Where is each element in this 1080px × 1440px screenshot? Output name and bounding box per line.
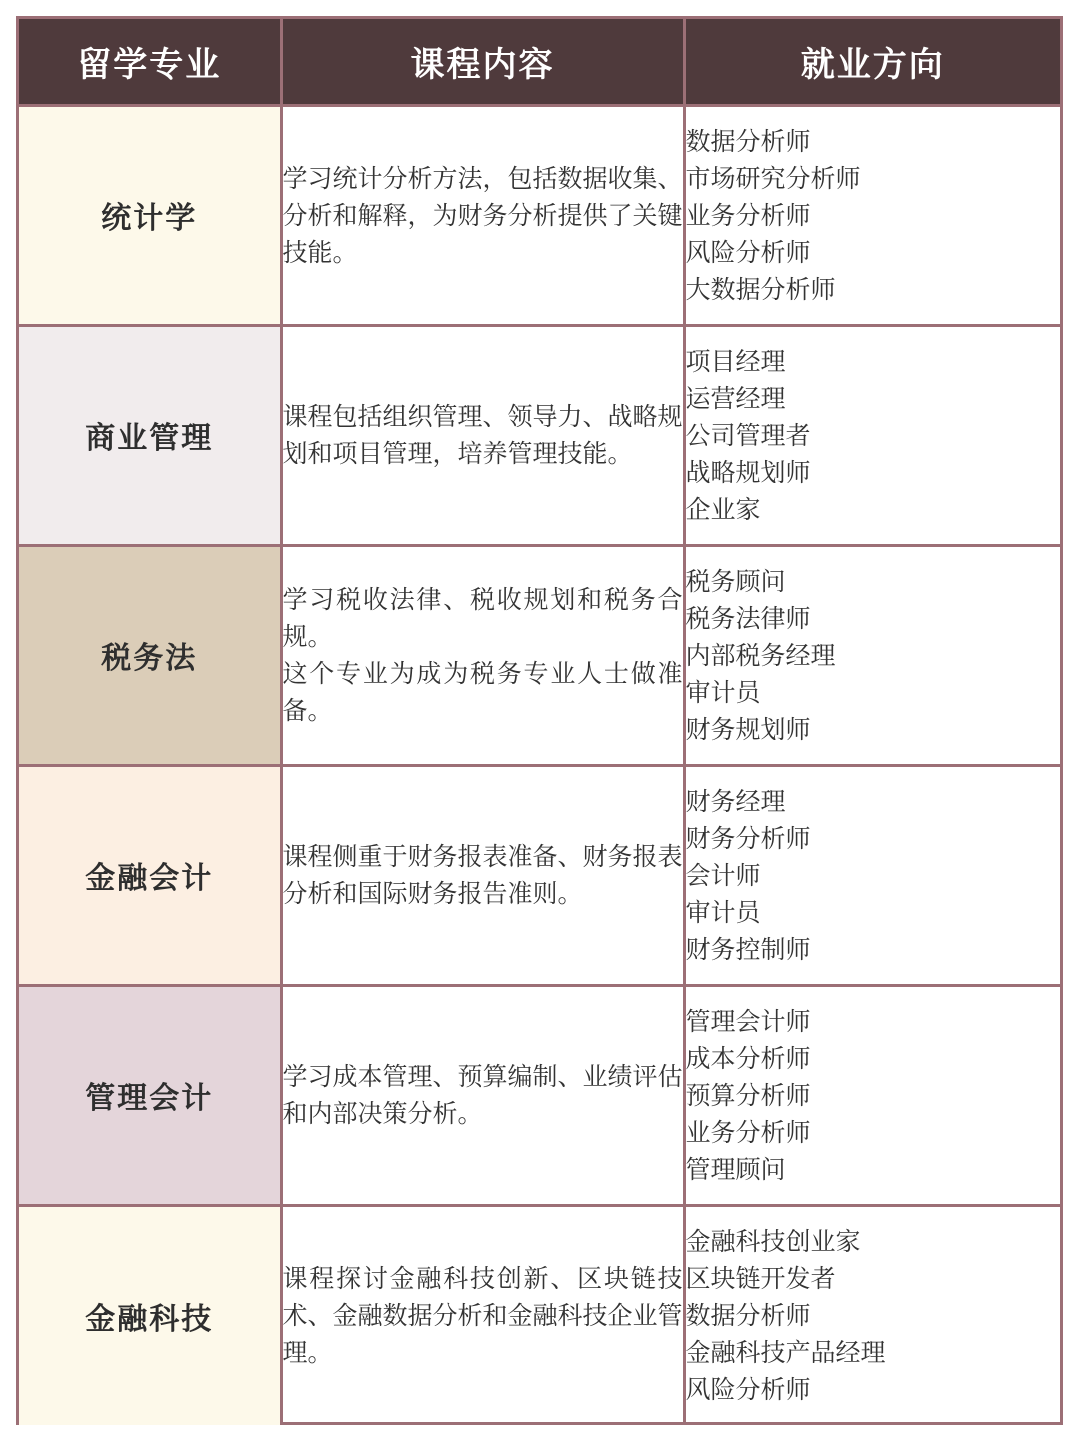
career-cell [684,765,1060,985]
course-text: 学习成本管理、预算编制、业绩评估和内部决策分析。 [282,1062,683,1128]
majors-table-card [16,16,1063,1425]
major-cell: 金融会计 [19,765,281,985]
major-cell: 统计学 [19,105,281,325]
table-row [19,985,1060,1205]
career-cell [684,105,1060,325]
career-item: 财务经理 [685,786,786,816]
career-item: 市场研究分析师 [685,163,861,193]
career-item: 税务法律师 [685,603,811,633]
career-item: 大数据分析师 [685,274,836,304]
career-cell [684,985,1060,1205]
course-cell [281,545,684,765]
career-cell [684,1205,1060,1425]
career-item: 公司管理者 [685,420,811,450]
career-item: 战略规划师 [685,457,811,487]
major-cell: 商业管理 [19,325,281,545]
career-item: 会计师 [685,860,761,890]
career-item: 金融科技创业家 [685,1227,861,1257]
career-item: 风险分析师 [685,237,811,267]
career-item: 业务分析师 [685,1117,811,1147]
career-item: 业务分析师 [685,200,811,230]
header-career: 就业方向 [684,19,1060,105]
major-cell: 金融科技 [19,1205,281,1425]
course-text: 课程侧重于财务报表准备、财务报表分析和国际财务报告准则。 [282,842,683,908]
career-item: 项目经理 [685,346,786,376]
career-item: 财务规划师 [685,714,811,744]
career-item: 运营经理 [685,383,786,413]
career-item: 区块链开发者 [685,1264,836,1294]
career-item: 内部税务经理 [685,640,836,670]
career-item: 税务顾问 [685,566,786,596]
course-cell [281,105,684,325]
career-item: 数据分析师 [685,1301,811,1331]
course-text: 这个专业为成为税务专业人士做准备。 [282,659,683,725]
major-cell: 税务法 [19,545,281,765]
table-row [19,1205,1060,1425]
career-item: 管理会计师 [685,1006,811,1036]
table-row [19,545,1060,765]
career-item: 审计员 [685,677,761,707]
course-cell [281,1205,684,1425]
table-row [19,325,1060,545]
table-row [19,105,1060,325]
header-major: 留学专业 [19,19,281,105]
course-text: 课程探讨金融科技创新、区块链技术、金融数据分析和金融科技企业管理。 [282,1264,683,1368]
course-cell [281,765,684,985]
career-item: 审计员 [685,897,761,927]
table-header-row [19,19,1060,105]
course-text: 课程包括组织管理、领导力、战略规划和项目管理，培养管理技能。 [282,402,683,468]
major-cell: 管理会计 [19,985,281,1205]
career-item: 风险分析师 [685,1375,811,1405]
career-item: 企业家 [685,494,761,524]
majors-table [19,19,1060,1425]
course-text: 学习统计分析方法，包括数据收集、分析和解释，为财务分析提供了关键技能。 [282,163,683,267]
career-cell [684,325,1060,545]
course-cell [281,985,684,1205]
table-row [19,765,1060,985]
career-item: 成本分析师 [685,1043,811,1073]
career-item: 财务分析师 [685,823,811,853]
header-course: 课程内容 [281,19,684,105]
career-cell [684,545,1060,765]
career-item: 财务控制师 [685,934,811,964]
career-item: 数据分析师 [685,126,811,156]
career-item: 预算分析师 [685,1080,811,1110]
course-cell [281,325,684,545]
career-item: 管理顾问 [685,1154,786,1184]
course-text: 学习税收法律、税收规划和税务合规。 [282,585,683,651]
career-item: 金融科技产品经理 [685,1338,886,1368]
